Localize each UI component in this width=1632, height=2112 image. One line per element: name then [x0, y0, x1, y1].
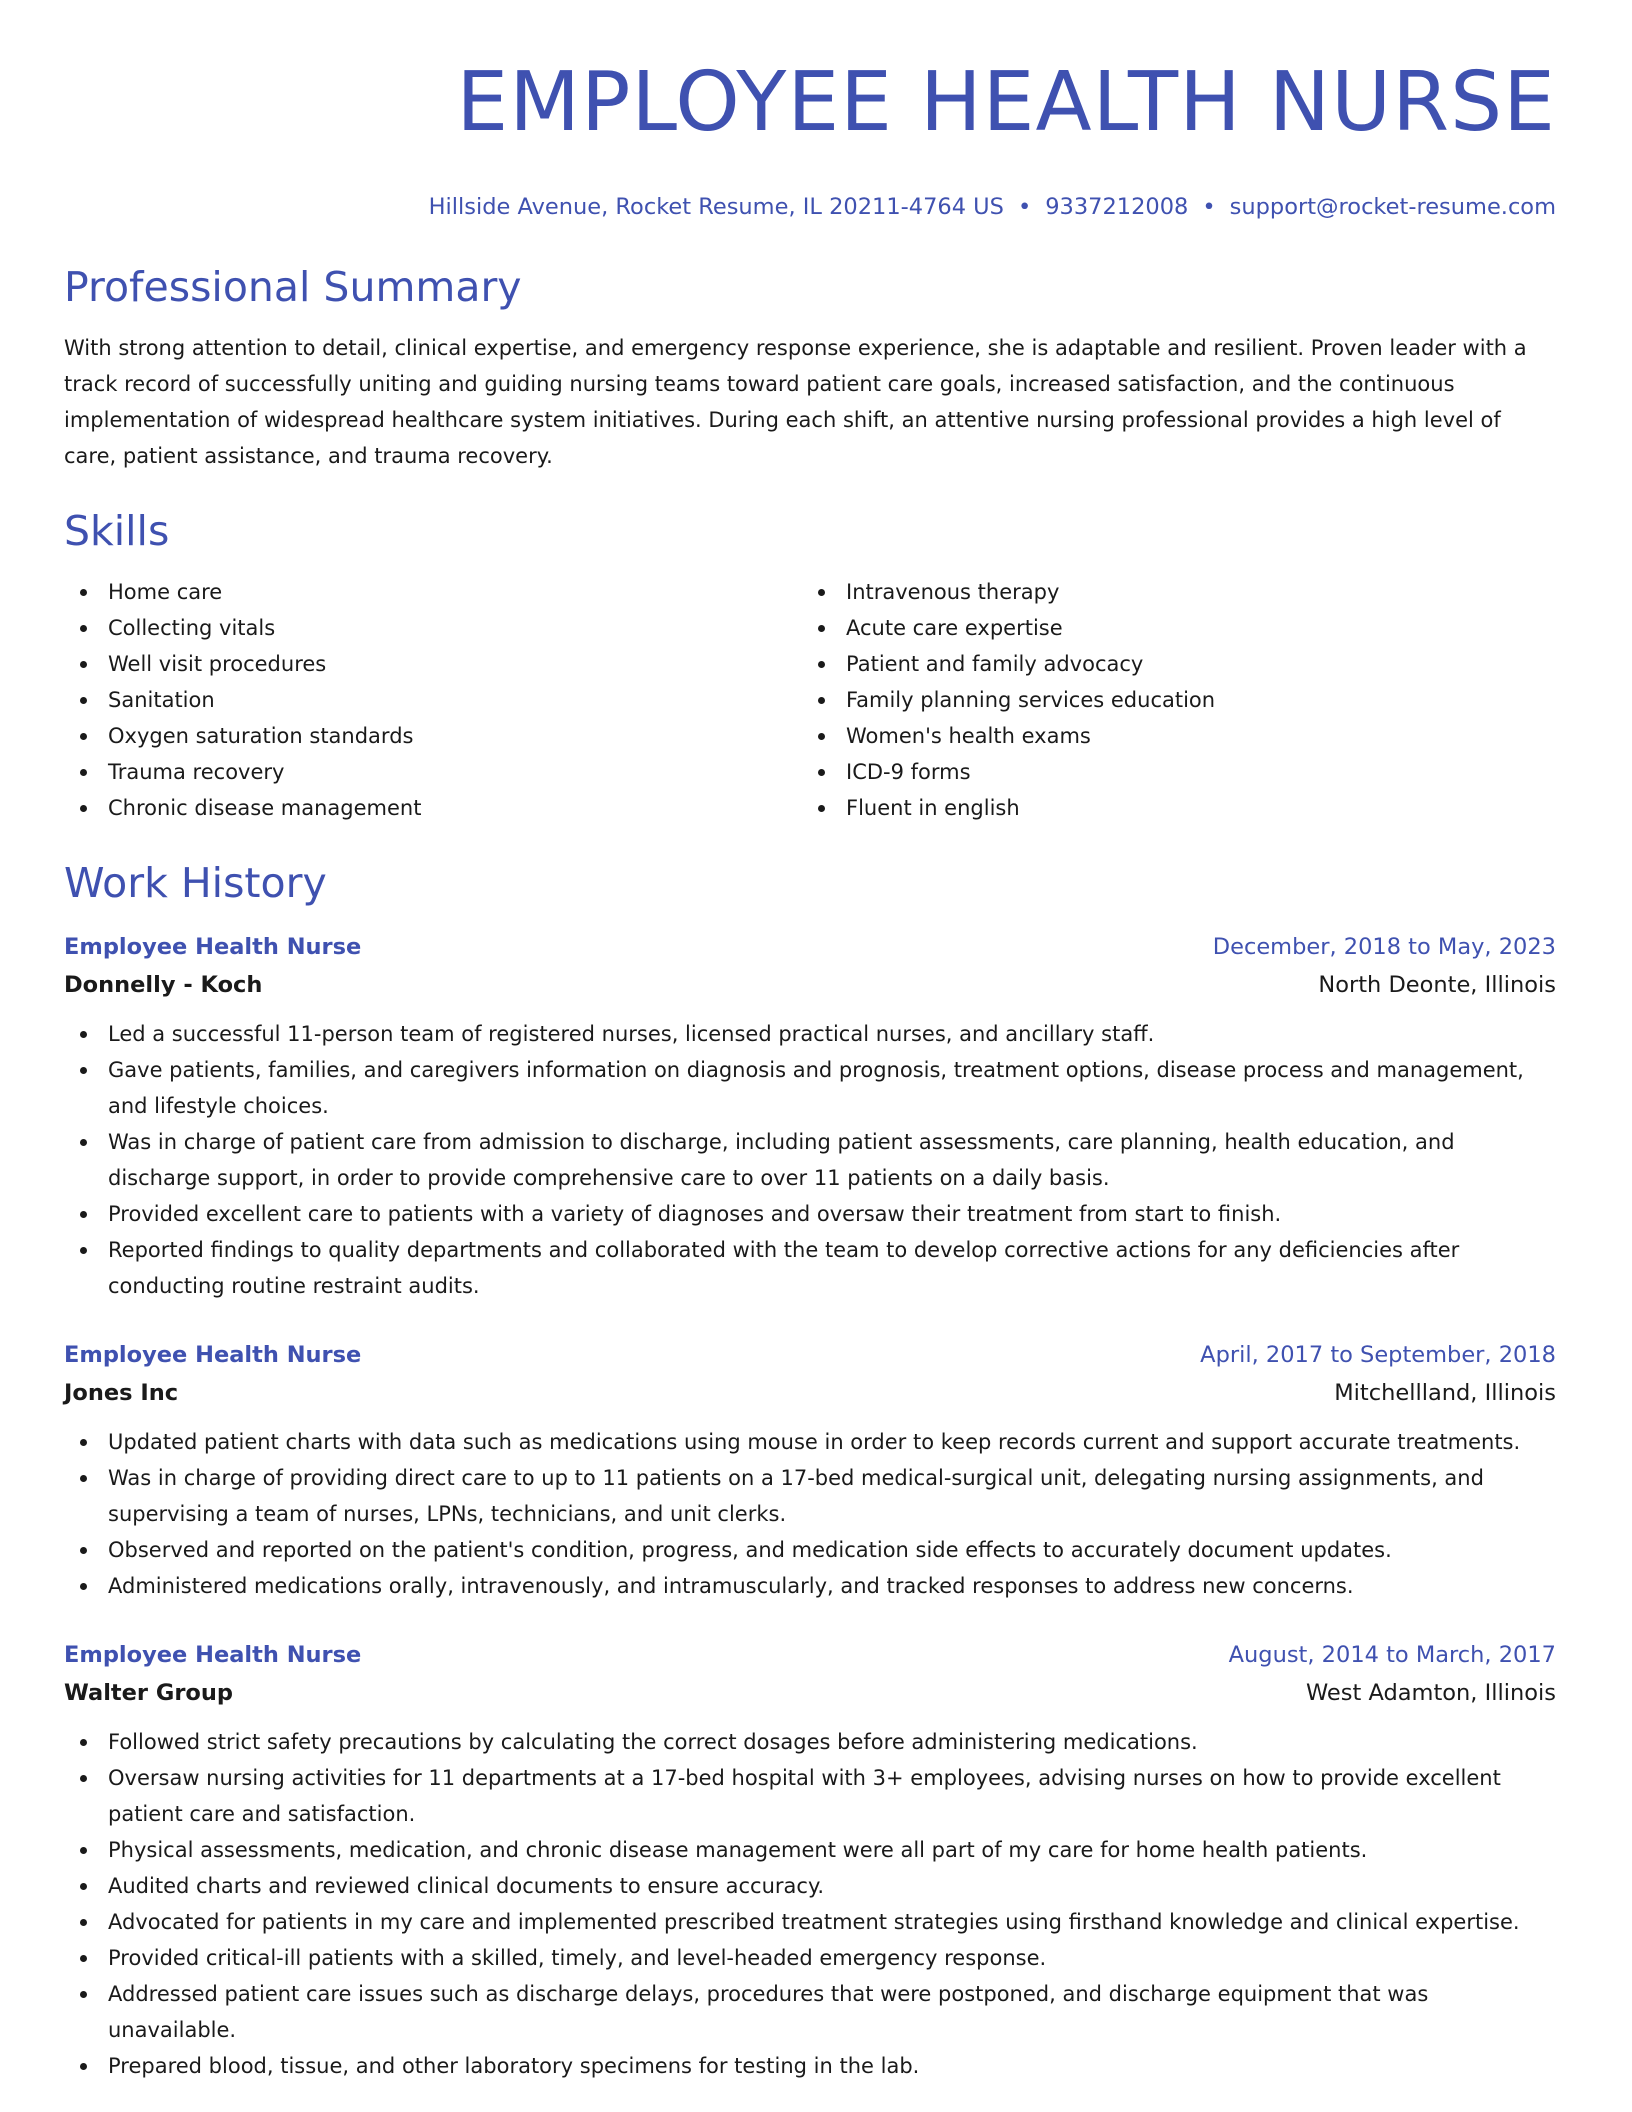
skill-item: Oxygen saturation standards [64, 718, 802, 754]
skill-item: Collecting vitals [64, 610, 802, 646]
skill-item: Well visit procedures [64, 646, 802, 682]
job-location: Mitchellland, Illinois [1334, 1380, 1556, 1406]
job-bullet: Advocated for patients in my care and implemented prescribed treatment strategies using firsthand knowledge and clinical expertise. [64, 1904, 1556, 1940]
contact-separator: • [1017, 194, 1032, 220]
job-company-row [64, 1372, 1556, 1414]
job-title-row [64, 1638, 1556, 1672]
job-title: Employee Health Nurse [64, 1342, 362, 1368]
job-bullet: Addressed patient care issues such as discharge delays, procedures that were postponed, and discharge equipment that was unavailable. [64, 1976, 1556, 2048]
job-bullet: Reported findings to quality departments and collaborated with the team to develop corrective actions for any deficiencies after conducting routine restraint audits. [64, 1232, 1556, 1304]
job-company: Walter Group [64, 1680, 234, 1706]
job-entry [64, 930, 1556, 1304]
job-location: West Adamton, Illinois [1306, 1680, 1556, 1706]
resume-name: EMPLOYEE HEALTH NURSE [456, 55, 1556, 150]
skill-item: Fluent in english [802, 790, 1502, 826]
job-bullet: Audited charts and reviewed clinical documents to ensure accuracy. [64, 1868, 1556, 1904]
job-entry [64, 1338, 1556, 1604]
job-entry [64, 1638, 1556, 2084]
contact-line [64, 192, 1556, 222]
job-bullet: Followed strict safety precautions by calculating the correct dosages before administering medications. [64, 1724, 1556, 1760]
job-bullet: Led a successful 11-person team of registered nurses, licensed practical nurses, and ancillary staff. [64, 1016, 1556, 1052]
job-dates: December, 2018 to May, 2023 [1212, 934, 1556, 960]
skill-item: Family planning services education [802, 682, 1502, 718]
skill-item: Trauma recovery [64, 754, 802, 790]
job-bullet: Prepared blood, tissue, and other laboratory specimens for testing in the lab. [64, 2048, 1556, 2084]
contact-email[interactable]: support@rocket-resume.com [1229, 194, 1556, 220]
job-bullet: Was in charge of providing direct care to up to 11 patients on a 17-bed medical-surgical unit, delegating nursing assignments, and supervising a team of nurses, LPNs, technicians, and unit clerks. [64, 1460, 1556, 1532]
job-dates: August, 2014 to March, 2017 [1228, 1642, 1556, 1668]
job-bullets [64, 1724, 1556, 2084]
skill-item: Chronic disease management [64, 790, 802, 826]
summary-text: With strong attention to detail, clinical expertise, and emergency response experience, she is adaptable and resilient. Proven leader with a track record of successfully uniting and guiding nursing teams toward patient care goals, increased satisfaction, and the continuous implementation of widespread healthcare system initiatives. During each shift, an attentive nursing professional provides a high level of care, patient assistance, and trauma recovery. [64, 336, 1527, 468]
skill-item: ICD-9 forms [802, 754, 1502, 790]
job-bullet: Provided excellent care to patients with a variety of diagnoses and oversaw their treatment from start to finish. [64, 1196, 1556, 1232]
job-company: Jones Inc [64, 1380, 179, 1406]
job-company: Donnelly - Koch [64, 972, 263, 998]
skills-column-left [64, 574, 802, 826]
job-bullets [64, 1016, 1556, 1304]
contact-phone: 9337212008 [1045, 194, 1189, 220]
job-bullet: Observed and reported on the patient's condition, progress, and medication side effects to accurately document updates. [64, 1532, 1556, 1568]
job-bullet: Oversaw nursing activities for 11 departments at a 17-bed hospital with 3+ employees, advising nurses on how to provide excellent patient care and satisfaction. [64, 1760, 1556, 1832]
job-company-row [64, 1672, 1556, 1714]
job-title: Employee Health Nurse [64, 934, 362, 960]
job-location: North Deonte, Illinois [1318, 972, 1556, 998]
work-history-heading: Work History [64, 859, 327, 907]
skill-item: Patient and family advocacy [802, 646, 1502, 682]
skill-item: Intravenous therapy [802, 574, 1502, 610]
job-title: Employee Health Nurse [64, 1642, 362, 1668]
skill-item: Sanitation [64, 682, 802, 718]
job-title-row [64, 1338, 1556, 1372]
job-title-row [64, 930, 1556, 964]
summary-heading: Professional Summary [64, 263, 522, 311]
skill-item: Women's health exams [802, 718, 1502, 754]
job-bullet: Provided critical-ill patients with a skilled, timely, and level-headed emergency response. [64, 1940, 1556, 1976]
skill-item: Home care [64, 574, 802, 610]
job-company-row [64, 964, 1556, 1006]
job-bullet: Updated patient charts with data such as medications using mouse in order to keep records current and support accurate treatments. [64, 1424, 1556, 1460]
contact-separator: • [1202, 194, 1216, 220]
skills-column-right [802, 574, 1502, 826]
contact-address: Hillside Avenue, Rocket Resume, IL 20211-4764 US [428, 194, 1004, 220]
job-dates: April, 2017 to September, 2018 [1200, 1342, 1556, 1368]
skills-heading: Skills [64, 507, 170, 555]
job-bullet: Was in charge of patient care from admission to discharge, including patient assessments, care planning, health education, and discharge support, in order to provide comprehensive care to over 11 patients on a daily basis. [64, 1124, 1556, 1196]
job-bullets [64, 1424, 1556, 1604]
job-bullet: Administered medications orally, intravenously, and intramuscularly, and tracked responses to address new concerns. [64, 1568, 1556, 1604]
skills-list [64, 574, 1556, 826]
skill-item: Acute care expertise [802, 610, 1502, 646]
job-bullet: Gave patients, families, and caregivers information on diagnosis and prognosis, treatment options, disease process and management, and lifestyle choices. [64, 1052, 1556, 1124]
job-bullet: Physical assessments, medication, and chronic disease management were all part of my care for home health patients. [64, 1832, 1556, 1868]
